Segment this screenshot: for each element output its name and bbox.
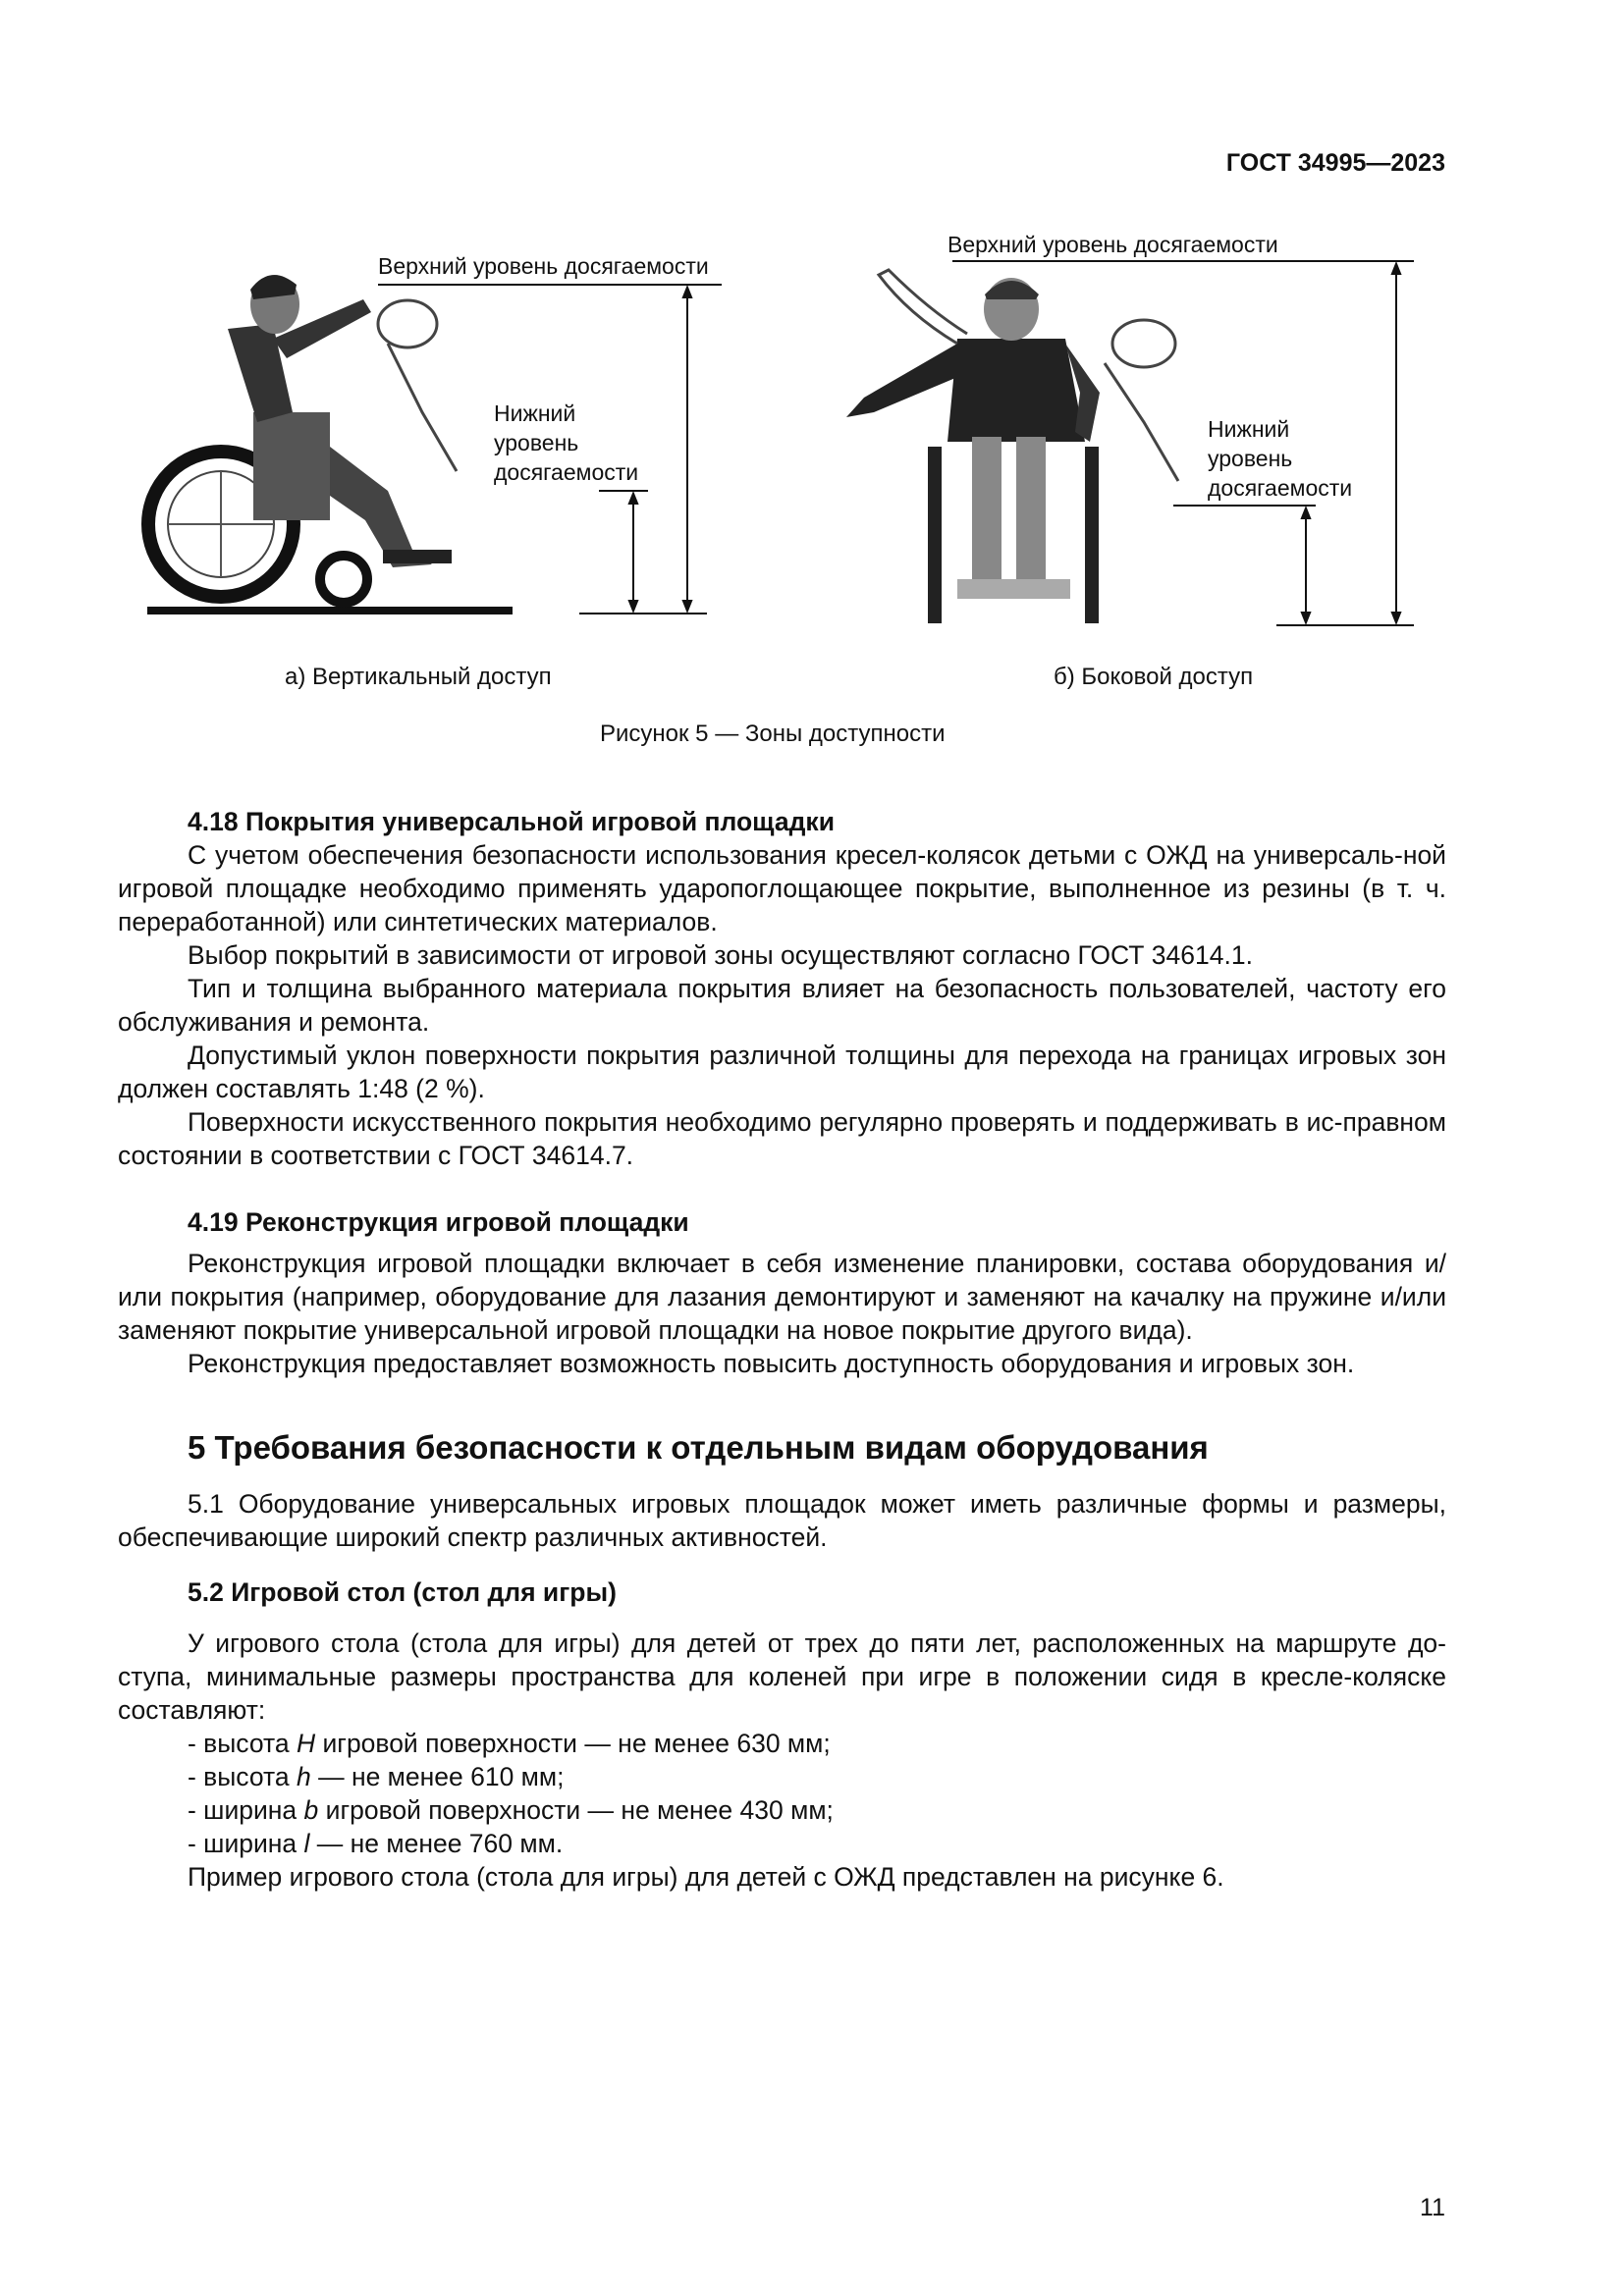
chapter-heading: 5 Требования безопасности к отдельным видам оборудования (188, 1429, 1209, 1466)
subfigure-b-caption: б) Боковой доступ (1054, 664, 1254, 690)
right-lower-level-label-line2: уровень (1208, 446, 1293, 471)
paragraph: У игрового стола (стола для игры) для детей от трех до пяти лет, расположенных на маршруте до-ступа, минимальные размеры пространства для коленей при игре в положении сидя в кресле-коляске составляют: (118, 1629, 1446, 1725)
figure-5-illustration (0, 0, 1624, 687)
page-number: 11 (1420, 2194, 1445, 2221)
left-upper-level-label: Верхний уровень досягаемости (378, 253, 709, 279)
right-upper-level-label: Верхний уровень досягаемости (947, 232, 1278, 257)
left-lower-level-label-line3: досягаемости (494, 459, 639, 485)
wheelchair-user-side-view (147, 275, 513, 614)
list-item: - высота H игровой поверхности — не менее 630 мм; (188, 1729, 831, 1758)
paragraph: Допустимый уклон поверхности покрытия различной толщины для перехода на границах игровых зон должен составлять 1:48 (2 %). (118, 1041, 1446, 1103)
right-lower-level-label-line3: досягаемости (1208, 475, 1353, 501)
right-lower-level-label-line1: Нижний (1208, 416, 1290, 442)
section-4-18 (118, 805, 1446, 1172)
paragraph: 5.1 Оборудование универсальных игровых площадок может иметь различные формы и размеры, обеспечивающие широкий спектр различных активностей. (118, 1489, 1446, 1552)
list-item: - ширина l — не менее 760 мм. (188, 1829, 564, 1858)
paragraph: Тип и толщина выбранного материала покрытия влияет на безопасность пользователей, частоту его обслуживания и ремонта. (118, 974, 1446, 1037)
section-4-19 (118, 1205, 1446, 1380)
standard-number: ГОСТ 34995—2023 (1225, 149, 1445, 177)
section-heading: 4.19 Реконструкция игровой площадки (188, 1207, 689, 1237)
wheelchair-user-front-view (846, 270, 1178, 623)
list-item: - ширина b игровой поверхности — не менее 430 мм; (188, 1795, 834, 1825)
list-item: - высота h — не менее 610 мм; (188, 1762, 565, 1791)
section-heading: 5.2 Игровой стол (стол для игры) (188, 1577, 617, 1607)
left-lower-level-label-line1: Нижний (494, 400, 576, 426)
left-lower-level-label-line2: уровень (494, 430, 579, 455)
section-5 (118, 1428, 1446, 1894)
paragraph: Выбор покрытий в зависимости от игровой зоны осуществляют согласно ГОСТ 34614.1. (188, 940, 1253, 970)
paragraph: Реконструкция предоставляет возможность повысить доступность оборудования и игровых зон. (188, 1349, 1355, 1378)
paragraph: Реконструкция игровой площадки включает в себя изменение планировки, состава оборудования и/или покрытия (например, оборудование для лазания демонтируют и заменяют на качалку на пружине и/или заменяют покрытие универсальной игровой площадки на новое покрытие другого вида). (118, 1249, 1446, 1345)
section-heading: 4.18 Покрытия универсальной игровой площадки (188, 807, 835, 836)
paragraph: Пример игрового стола (стола для игры) для детей с ОЖД представлен на рисунке 6. (188, 1862, 1224, 1892)
subfigure-a-caption: а) Вертикальный доступ (285, 664, 552, 690)
paragraph: Поверхности искусственного покрытия необходимо регулярно проверять и поддерживать в ис-правном состоянии в соответствии с ГОСТ 34614.7. (118, 1107, 1446, 1170)
figure-title: Рисунок 5 — Зоны доступности (600, 721, 946, 747)
paragraph: С учетом обеспечения безопасности использования кресел-колясок детьми с ОЖД на универсаль-ной игровой площадке необходимо применять ударопоглощающее покрытие, выполненное из резины (в т. ч. переработанной) или синтетических материалов. (118, 840, 1446, 936)
